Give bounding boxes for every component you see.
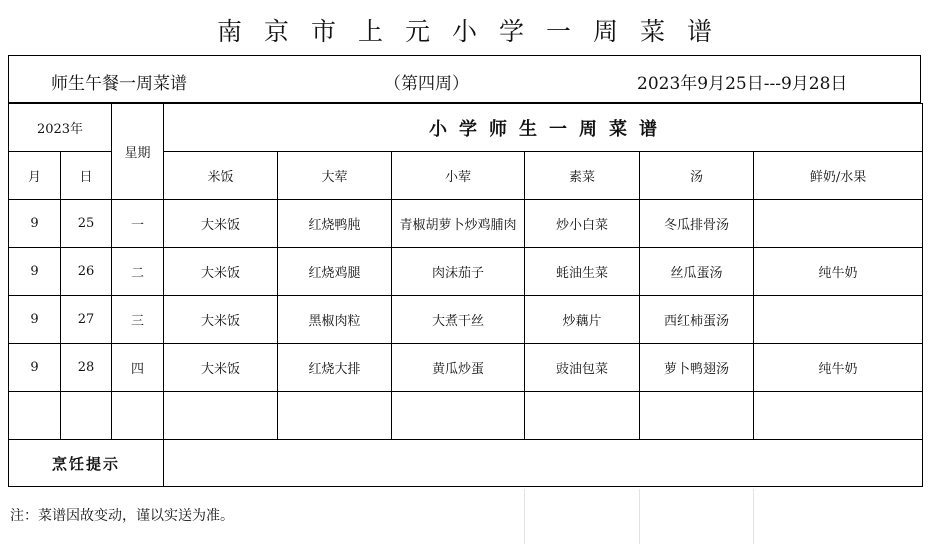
month-header: 月 [9, 152, 61, 200]
empty-cell [640, 392, 754, 440]
section-title: 小学师生一周菜谱 [164, 104, 923, 152]
table-row [9, 344, 923, 392]
cell-milk-fruit: 纯牛奶 [754, 248, 923, 296]
faint-gridline [753, 489, 754, 544]
column-header-milk-fruit: 鲜奶/水果 [754, 152, 923, 200]
cell-milk-fruit [754, 296, 923, 344]
faint-gridline [524, 489, 525, 544]
cell-soup: 萝卜鸭翅汤 [640, 344, 754, 392]
cell-day: 27 [61, 296, 112, 344]
column-header-vegetable: 素菜 [525, 152, 640, 200]
cell-main-meat: 黑椒肉粒 [278, 296, 392, 344]
empty-cell [278, 392, 392, 440]
cell-side-meat: 肉沫茄子 [392, 248, 525, 296]
empty-cell [112, 392, 164, 440]
cell-vegetable: 豉油包菜 [525, 344, 640, 392]
empty-cell [392, 392, 525, 440]
column-header-soup: 汤 [640, 152, 754, 200]
cell-main-meat: 红烧鸭肫 [278, 200, 392, 248]
table-row [9, 296, 923, 344]
day-header: 日 [61, 152, 112, 200]
menu-table [8, 103, 923, 487]
menu-subtitle: 师生午餐一周菜谱 [51, 74, 187, 94]
cell-side-meat: 黄瓜炒蛋 [392, 344, 525, 392]
cell-side-meat: 青椒胡萝卜炒鸡脯肉 [392, 200, 525, 248]
page-title: 南京市上元小学一周菜谱 [8, 8, 921, 56]
cell-soup: 西红柿蛋汤 [640, 296, 754, 344]
info-bar [8, 56, 921, 103]
empty-cell [9, 392, 61, 440]
menu-sheet [8, 8, 921, 487]
table-row [9, 248, 923, 296]
cooking-tips-value [164, 440, 923, 487]
week-number: （第四周） [384, 74, 469, 94]
cell-month: 9 [9, 200, 61, 248]
cell-month: 9 [9, 248, 61, 296]
cell-vegetable: 炒小白菜 [525, 200, 640, 248]
cell-vegetable: 蚝油生菜 [525, 248, 640, 296]
table-row [9, 200, 923, 248]
empty-cell [525, 392, 640, 440]
empty-row [9, 392, 923, 440]
cell-day: 28 [61, 344, 112, 392]
empty-cell [164, 392, 278, 440]
column-header-main-meat: 大荤 [278, 152, 392, 200]
column-header-rice: 米饭 [164, 152, 278, 200]
cell-soup: 冬瓜排骨汤 [640, 200, 754, 248]
empty-cell [754, 392, 923, 440]
column-header-side-meat: 小荤 [392, 152, 525, 200]
cell-month: 9 [9, 296, 61, 344]
cooking-tips-label: 烹饪提示 [9, 440, 164, 487]
cell-weekday: 四 [112, 344, 164, 392]
cell-weekday: 一 [112, 200, 164, 248]
empty-cell [61, 392, 112, 440]
cell-month: 9 [9, 344, 61, 392]
cell-day: 25 [61, 200, 112, 248]
cell-milk-fruit: 纯牛奶 [754, 344, 923, 392]
date-range: 2023年9月25日---9月28日 [637, 74, 848, 94]
footnote: 注：菜谱因故变动，谨以实送为准。 [10, 508, 234, 524]
cell-soup: 丝瓜蛋汤 [640, 248, 754, 296]
cell-vegetable: 炒藕片 [525, 296, 640, 344]
weekday-header: 星期 [112, 104, 164, 200]
cell-milk-fruit [754, 200, 923, 248]
cell-rice: 大米饭 [164, 248, 278, 296]
cell-rice: 大米饭 [164, 200, 278, 248]
cell-weekday: 二 [112, 248, 164, 296]
cell-weekday: 三 [112, 296, 164, 344]
cell-rice: 大米饭 [164, 344, 278, 392]
cell-rice: 大米饭 [164, 296, 278, 344]
cell-day: 26 [61, 248, 112, 296]
year-header: 2023年 [9, 104, 112, 152]
faint-gridline [639, 489, 640, 544]
cell-side-meat: 大煮干丝 [392, 296, 525, 344]
cell-main-meat: 红烧鸡腿 [278, 248, 392, 296]
cell-main-meat: 红烧大排 [278, 344, 392, 392]
